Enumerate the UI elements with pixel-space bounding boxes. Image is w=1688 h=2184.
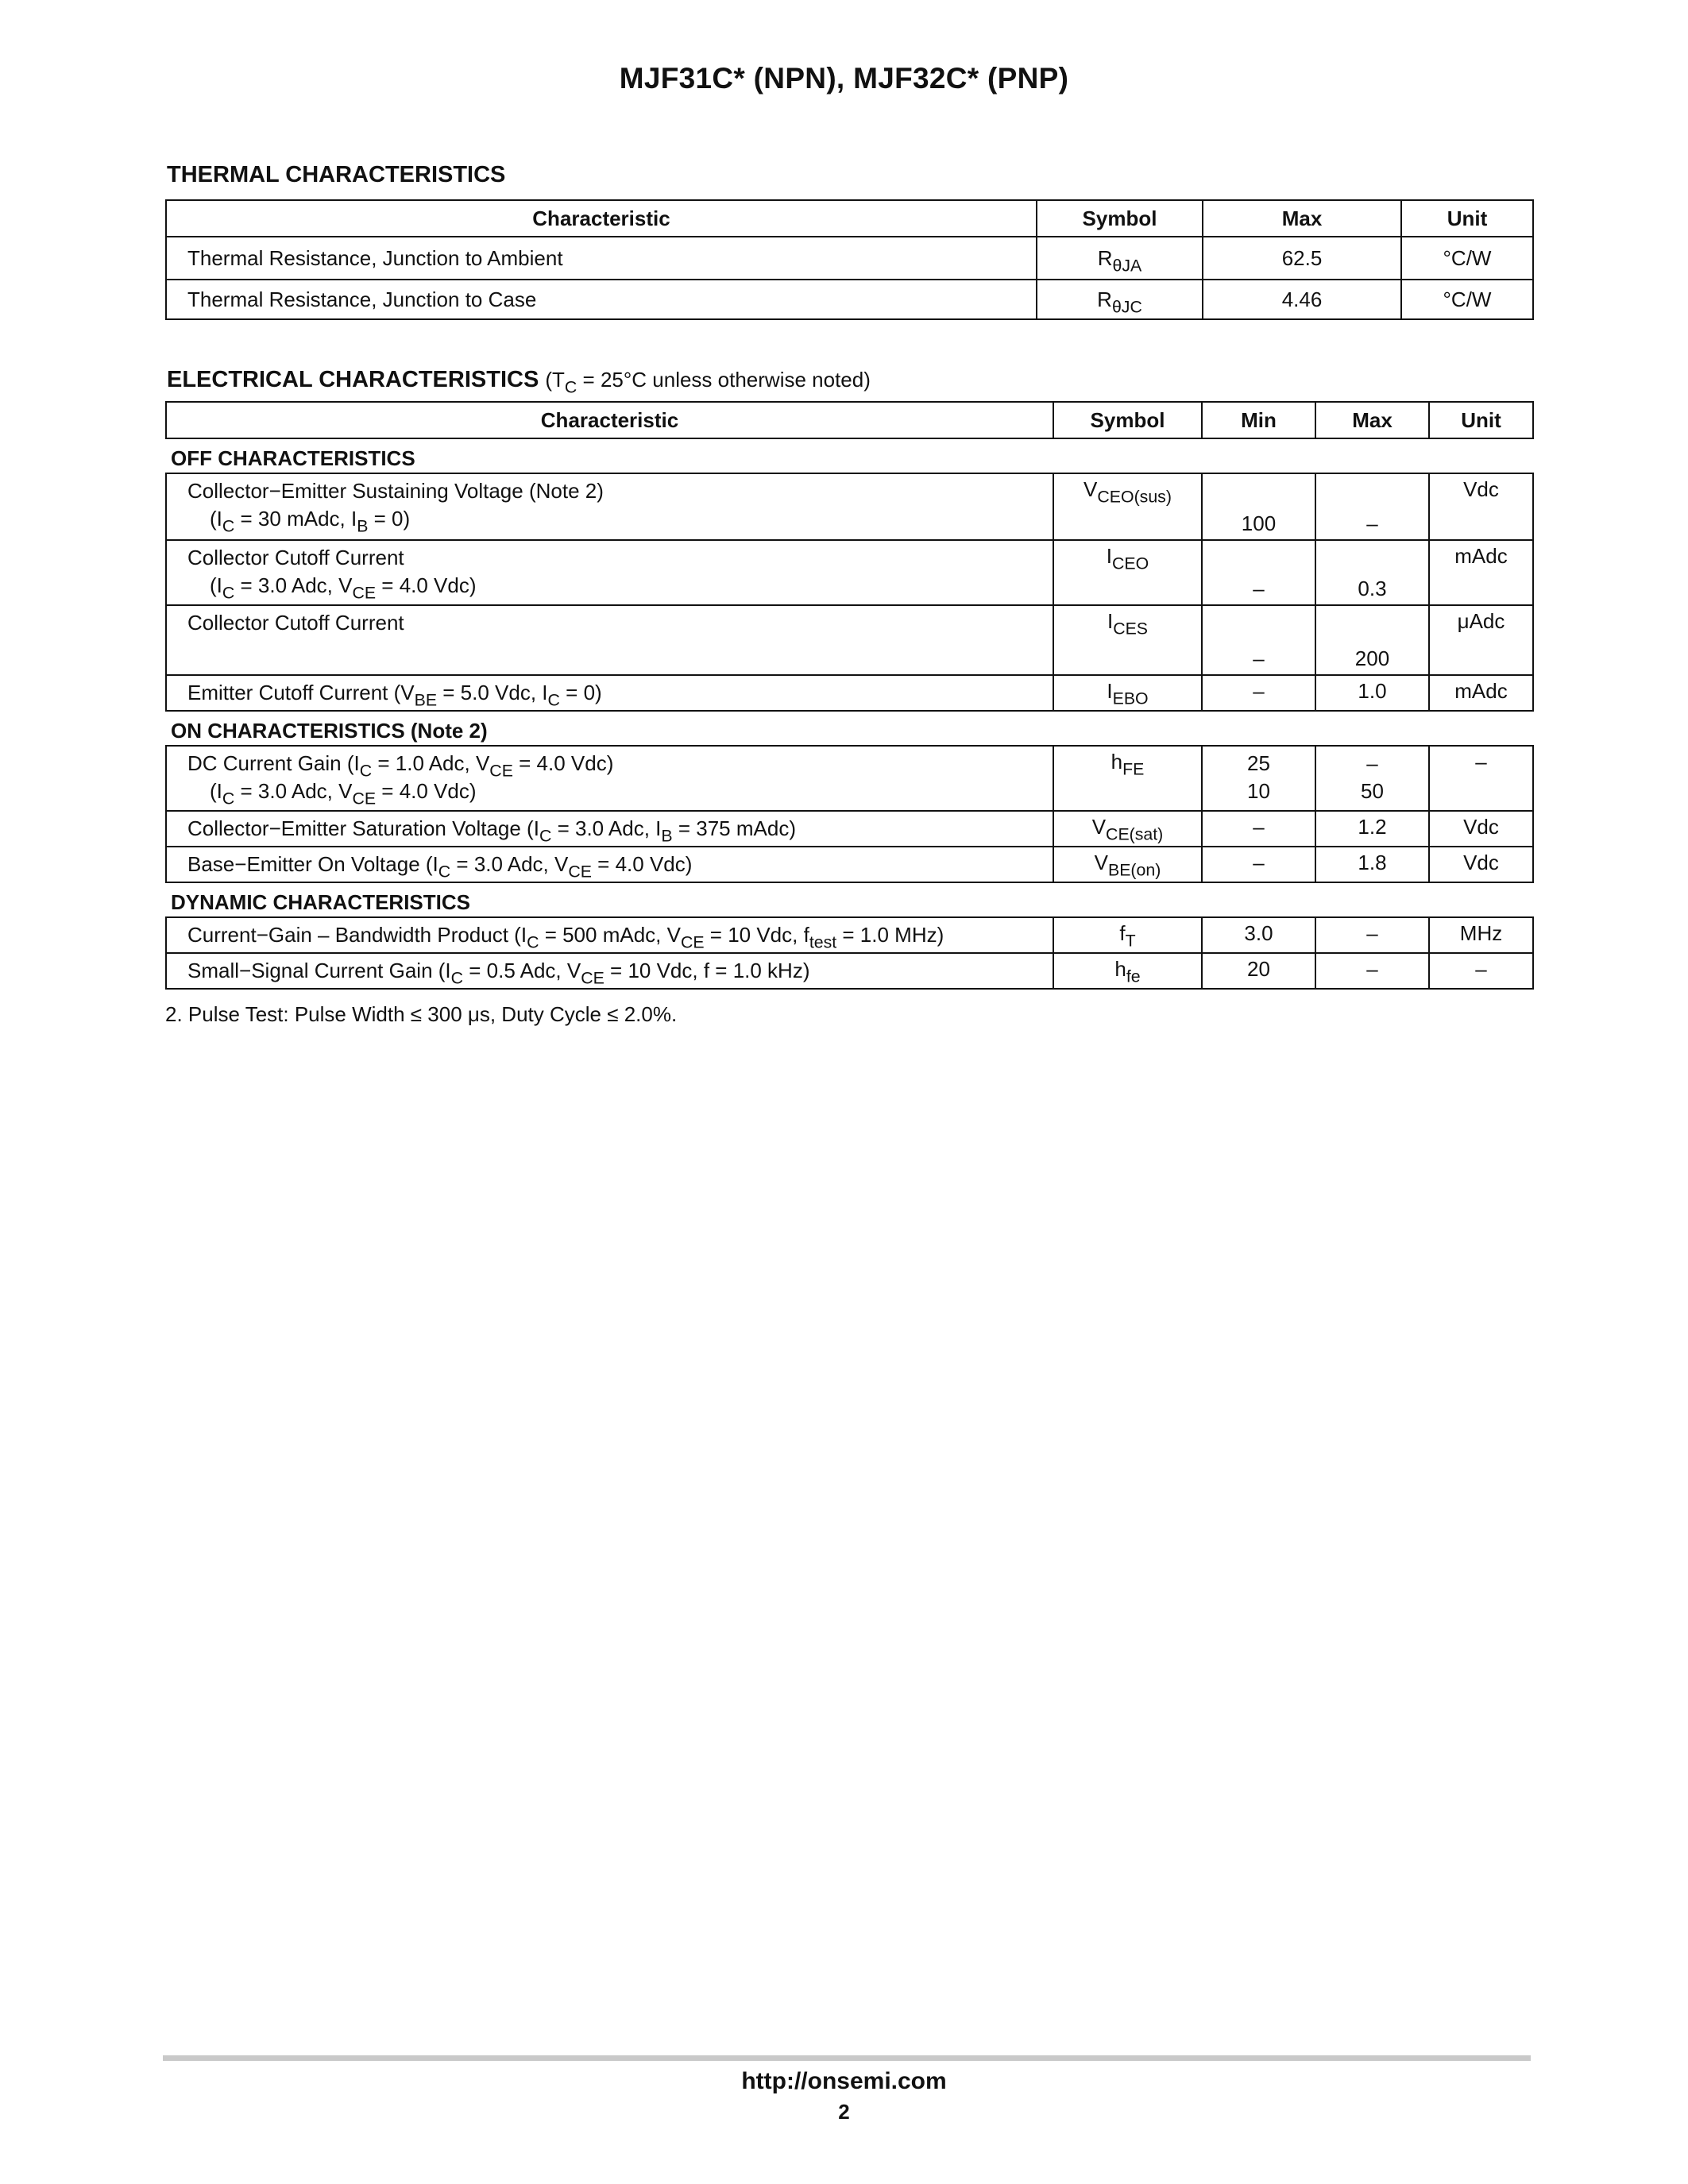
unit-cell: MHz	[1429, 917, 1533, 953]
page-title: MJF31C* (NPN), MJF32C* (PNP)	[619, 62, 1069, 95]
unit-cell: °C/W	[1401, 237, 1533, 280]
footnote: 2. Pulse Test: Pulse Width ≤ 300 μs, Duty Cycle ≤ 2.0%.	[165, 1002, 678, 1026]
symbol-cell: $h_{FE}$	[1053, 746, 1202, 811]
thermal-table	[165, 199, 1534, 320]
unit-cell: mAdc	[1429, 540, 1533, 605]
characteristic-cell: Current−Gain – Bandwidth Product ($I_C = 500$ mAdc, $V_{CE} = 10$ Vdc, $f_{test} = 1.0$ MHz)	[166, 917, 1053, 953]
max-cell: 4.46	[1203, 280, 1401, 319]
column-header: Max	[1203, 200, 1401, 237]
min-cell: 25 10	[1202, 746, 1315, 811]
characteristic-cell: Small−Signal Current Gain ($I_C = 0.5$ Adc, $V_{CE} = 10$ Vdc, f = 1.0 kHz)	[166, 953, 1053, 989]
table-header-row	[166, 402, 1533, 438]
max-cell: –	[1315, 953, 1429, 989]
unit-cell: mAdc	[1429, 675, 1533, 711]
max-cell: 1.0	[1315, 675, 1429, 711]
min-cell: 20	[1202, 953, 1315, 989]
unit-cell: –	[1429, 953, 1533, 989]
characteristic-cell: Base−Emitter On Voltage ($I_C = 3.0$ Adc, $V_{CE} = 4.0$ Vdc)	[166, 847, 1053, 882]
electrical-table	[165, 401, 1534, 990]
characteristic-cell: Collector−Emitter Sustaining Voltage (Note 2) ($I_C = 30$ mAdc, $I_B = 0$)	[166, 473, 1053, 540]
characteristic-cell: Collector Cutoff Current ($I_C = 3.0$ Adc, $V_{CE} = 4.0$ Vdc)	[166, 540, 1053, 605]
table-row	[166, 237, 1533, 280]
column-header: Max	[1315, 402, 1429, 438]
symbol-cell: $V_{CEO(sus)}$	[1053, 473, 1202, 540]
footer-url: http://onsemi.com	[741, 2068, 947, 2094]
table-row	[166, 675, 1533, 711]
unit-cell: °C/W	[1401, 280, 1533, 319]
min-cell: –	[1202, 605, 1315, 675]
table-row	[166, 953, 1533, 989]
symbol-cell: $V_{CE(sat)}$	[1053, 811, 1202, 847]
min-cell: 100	[1202, 473, 1315, 540]
column-header: Symbol	[1053, 402, 1202, 438]
group-header-row	[166, 438, 1533, 473]
max-cell: 1.2	[1315, 811, 1429, 847]
characteristic-cell: Thermal Resistance, Junction to Ambient	[166, 237, 1037, 280]
electrical-condition-note: ($T_C = 25^\circ C$ unless otherwise noted)	[545, 368, 871, 397]
max-cell: 62.5	[1203, 237, 1401, 280]
characteristic-cell: Collector−Emitter Saturation Voltage ($I_C = 3.0$ Adc, $I_B = 375$ mAdc)	[166, 811, 1053, 847]
unit-cell: Vdc	[1429, 847, 1533, 882]
min-cell: –	[1202, 675, 1315, 711]
symbol-cell: $I_{CEO}$	[1053, 540, 1202, 605]
table-row	[166, 917, 1533, 953]
group-heading-dynamic: DYNAMIC CHARACTERISTICS	[166, 882, 1533, 917]
characteristic-cell: Thermal Resistance, Junction to Case	[166, 280, 1037, 319]
min-cell: 3.0	[1202, 917, 1315, 953]
table-row	[166, 473, 1533, 540]
max-cell: 0.3	[1315, 540, 1429, 605]
table-row	[166, 605, 1533, 675]
characteristic-cell: Emitter Cutoff Current ($V_{BE} = 5.0$ Vdc, $I_C = 0$)	[166, 675, 1053, 711]
unit-cell: Vdc	[1429, 811, 1533, 847]
max-cell: –	[1315, 473, 1429, 540]
column-header: Unit	[1429, 402, 1533, 438]
min-cell: –	[1202, 540, 1315, 605]
max-cell: 200	[1315, 605, 1429, 675]
symbol-cell: $f_T$	[1053, 917, 1202, 953]
unit-cell: –	[1429, 746, 1533, 811]
symbol-cell: $R_{\theta JC}$	[1037, 280, 1203, 319]
max-cell: –	[1315, 917, 1429, 953]
table-header-row	[166, 200, 1533, 237]
electrical-section-title: ELECTRICAL CHARACTERISTICS ($T_C = 25^\circ C$ unless otherwise noted)	[167, 367, 871, 397]
table-row	[166, 540, 1533, 605]
column-header: Characteristic	[166, 200, 1037, 237]
column-header: Unit	[1401, 200, 1533, 237]
unit-cell: μAdc	[1429, 605, 1533, 675]
symbol-cell: $V_{BE(on)}$	[1053, 847, 1202, 882]
page-number: 2	[838, 2100, 850, 2124]
column-header: Min	[1202, 402, 1315, 438]
group-header-row	[166, 711, 1533, 746]
table-row	[166, 847, 1533, 882]
symbol-cell: $R_{\theta JA}$	[1037, 237, 1203, 280]
symbol-cell: $h_{fe}$	[1053, 953, 1202, 989]
min-cell: –	[1202, 847, 1315, 882]
thermal-section-title: THERMAL CHARACTERISTICS	[167, 162, 506, 187]
symbol-cell: $I_{CES}$	[1053, 605, 1202, 675]
unit-cell: Vdc	[1429, 473, 1533, 540]
characteristic-cell: Collector Cutoff Current	[166, 605, 1053, 675]
group-heading-on: ON CHARACTERISTICS (Note 2)	[166, 711, 1533, 746]
characteristic-cell: DC Current Gain ($I_C = 1.0$ Adc, $V_{CE} = 4.0$ Vdc) ($I_C = 3.0$ Adc, $V_{CE} = 4.0$ Vdc)	[166, 746, 1053, 811]
column-header: Characteristic	[166, 402, 1053, 438]
group-header-row	[166, 882, 1533, 917]
table-row	[166, 811, 1533, 847]
max-cell: – 50	[1315, 746, 1429, 811]
group-heading-off: OFF CHARACTERISTICS	[166, 438, 1533, 473]
column-header: Symbol	[1037, 200, 1203, 237]
min-cell: –	[1202, 811, 1315, 847]
table-row	[166, 746, 1533, 811]
table-row	[166, 280, 1533, 319]
max-cell: 1.8	[1315, 847, 1429, 882]
symbol-cell: $I_{EBO}$	[1053, 675, 1202, 711]
footer-divider	[163, 2055, 1531, 2061]
